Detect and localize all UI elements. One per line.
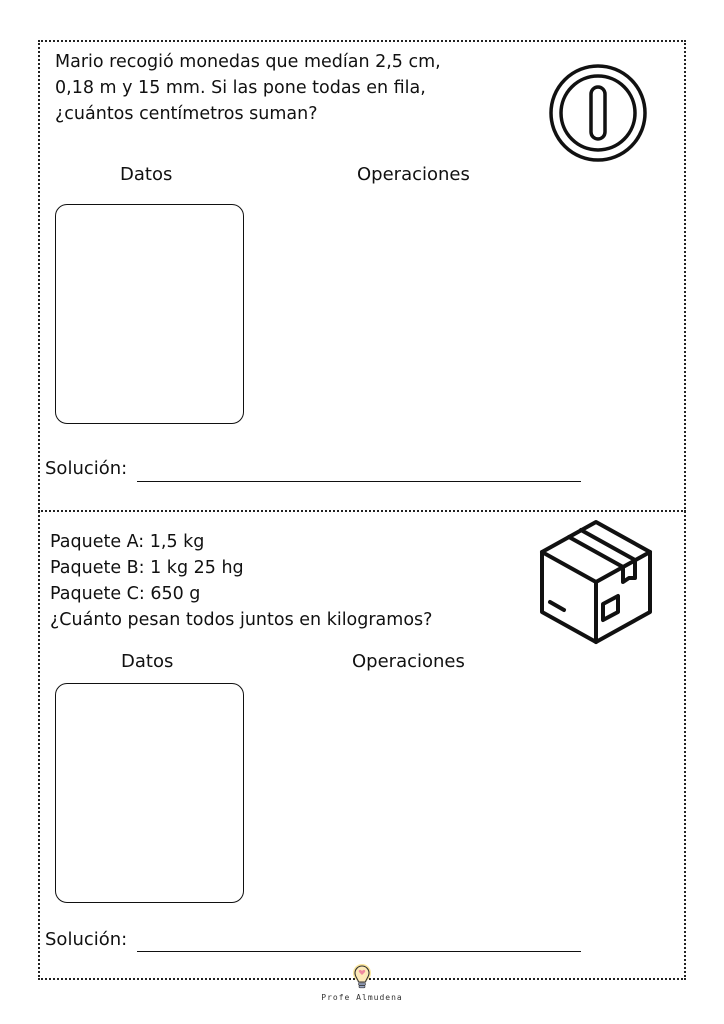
lightbulb-logo-icon	[351, 962, 373, 992]
section-divider	[38, 510, 686, 512]
solucion-answer-line[interactable]	[137, 951, 581, 952]
problem-1-line: 0,18 m y 15 mm. Si las pone todas en fila,	[55, 78, 426, 98]
datos-box[interactable]	[55, 683, 244, 903]
solucion-label: Solución:	[45, 929, 128, 950]
operaciones-label: Operaciones	[357, 164, 470, 185]
problem-1-line: ¿cuántos centímetros suman?	[55, 104, 318, 124]
operaciones-label: Operaciones	[352, 651, 465, 672]
problem-2-statement	[50, 529, 520, 633]
problem-1-statement	[55, 49, 525, 127]
datos-label: Datos	[121, 651, 174, 672]
problem-1-line: Mario recogió monedas que medían 2,5 cm,	[55, 52, 441, 72]
datos-box[interactable]	[55, 204, 244, 424]
problem-2-line: ¿Cuánto pesan todos juntos en kilogramos?	[50, 610, 433, 630]
datos-label: Datos	[120, 164, 173, 185]
problem-2-line: Paquete C: 650 g	[50, 584, 201, 604]
box-icon	[536, 516, 656, 646]
coin-icon	[546, 62, 650, 164]
problem-2-line: Paquete B: 1 kg 25 hg	[50, 558, 244, 578]
brand-name: Profe Almudena	[321, 993, 403, 1002]
solucion-label: Solución:	[45, 458, 128, 479]
solucion-answer-line[interactable]	[137, 481, 581, 482]
problem-2-line: Paquete A: 1,5 kg	[50, 532, 205, 552]
